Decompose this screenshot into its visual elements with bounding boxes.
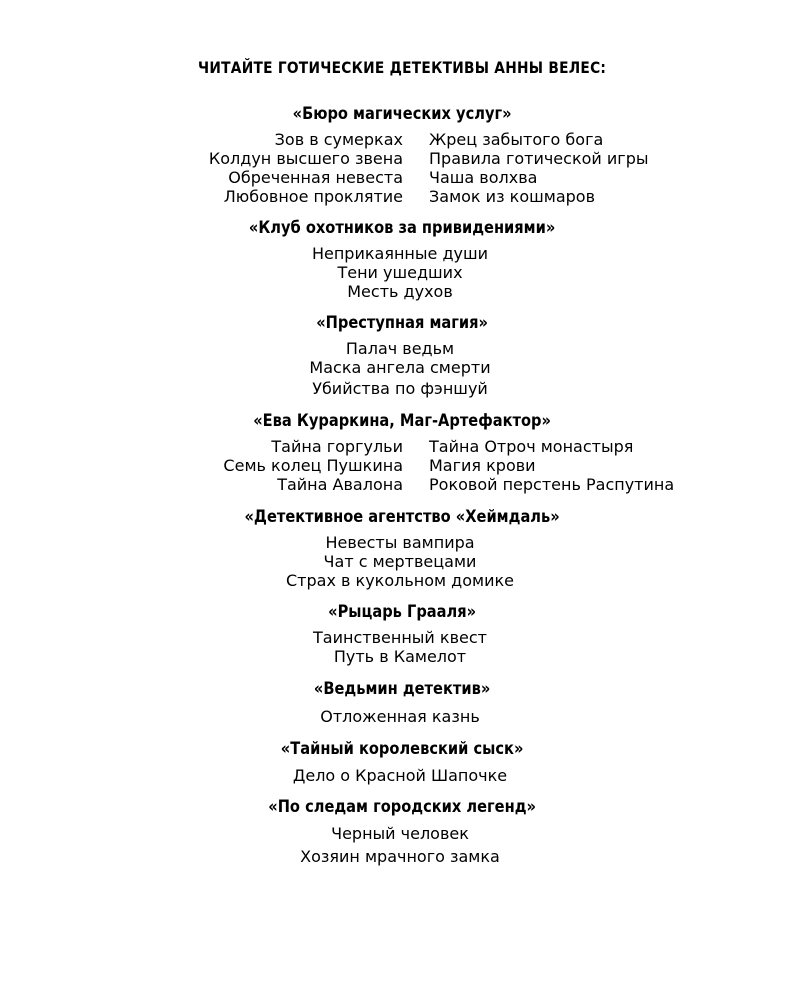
book-title: Таинственный квест xyxy=(313,628,487,647)
page-title: ЧИТАЙТЕ ГОТИЧЕСКИЕ ДЕТЕКТИВЫ АННЫ ВЕЛЕС: xyxy=(197,58,607,77)
series-title-heimdal: «Детективное агентство «Хеймдаль» xyxy=(244,507,560,527)
book-title: Отложенная казнь xyxy=(320,707,480,726)
book-title: Замок из кошмаров xyxy=(429,187,596,206)
book-title: Зов в сумерках xyxy=(274,130,403,149)
book-title: Палач ведьм xyxy=(345,339,455,358)
series-title-byuro: «Бюро магических услуг» xyxy=(292,104,512,124)
book-title: Неприкаянные души xyxy=(311,244,489,263)
book-title: Тайна Авалона xyxy=(277,475,403,494)
book-title: Страх в кукольном домике xyxy=(286,571,514,590)
book-title: Черный человек xyxy=(331,824,469,843)
book-title: Невесты вампира xyxy=(325,533,475,552)
book-title: Убийства по фэншуй xyxy=(312,379,488,398)
book-row xyxy=(0,187,800,206)
book-title: Чат с мертвецами xyxy=(323,552,477,571)
series-title-po-sledam: «По следам городских легенд» xyxy=(268,797,536,817)
book-title: Роковой перстень Распутина xyxy=(429,475,675,494)
book-row xyxy=(0,437,800,456)
series-title-prestupnaya-magiya: «Преступная магия» xyxy=(316,313,489,333)
book-title: Чаша волхва xyxy=(429,168,538,187)
book-row xyxy=(0,456,800,475)
book-title: Хозяин мрачного замка xyxy=(300,847,500,866)
series-title-rytsar-graalya: «Рыцарь Грааля» xyxy=(328,602,477,622)
series-title-tainyi-sysk: «Тайный королевский сыск» xyxy=(280,739,524,759)
series-title-eva: «Ева Кураpкина, Маг-Артефактор» xyxy=(253,411,551,431)
book-title: Колдун высшего звена xyxy=(208,149,403,168)
book-title: Обреченная невеста xyxy=(228,168,403,187)
series-title-vedmin-detektiv: «Ведьмин детектив» xyxy=(313,679,491,699)
book-title: Тайна Отроч монастыря xyxy=(429,437,634,456)
book-title: Путь в Камелот xyxy=(333,647,467,666)
book-title: Правила готической игры xyxy=(429,149,649,168)
book-title: Маска ангела смерти xyxy=(309,358,491,377)
book-title: Магия крови xyxy=(429,456,536,475)
series-title-klub: «Клуб охотников за привидениями» xyxy=(248,218,556,238)
book-title: Тайна горгульи xyxy=(271,437,403,456)
book-row xyxy=(0,475,800,494)
book-title: Дело о Красной Шапочке xyxy=(292,766,508,785)
book-row xyxy=(0,149,800,168)
book-title: Любовное проклятие xyxy=(223,187,403,206)
book-title: Тени ушедших xyxy=(337,263,463,282)
book-title: Жрец забытого бога xyxy=(429,130,604,149)
book-title: Семь колец Пушкина xyxy=(223,456,403,475)
book-title: Месть духов xyxy=(347,282,453,301)
book-row xyxy=(0,168,800,187)
book-row xyxy=(0,130,800,149)
